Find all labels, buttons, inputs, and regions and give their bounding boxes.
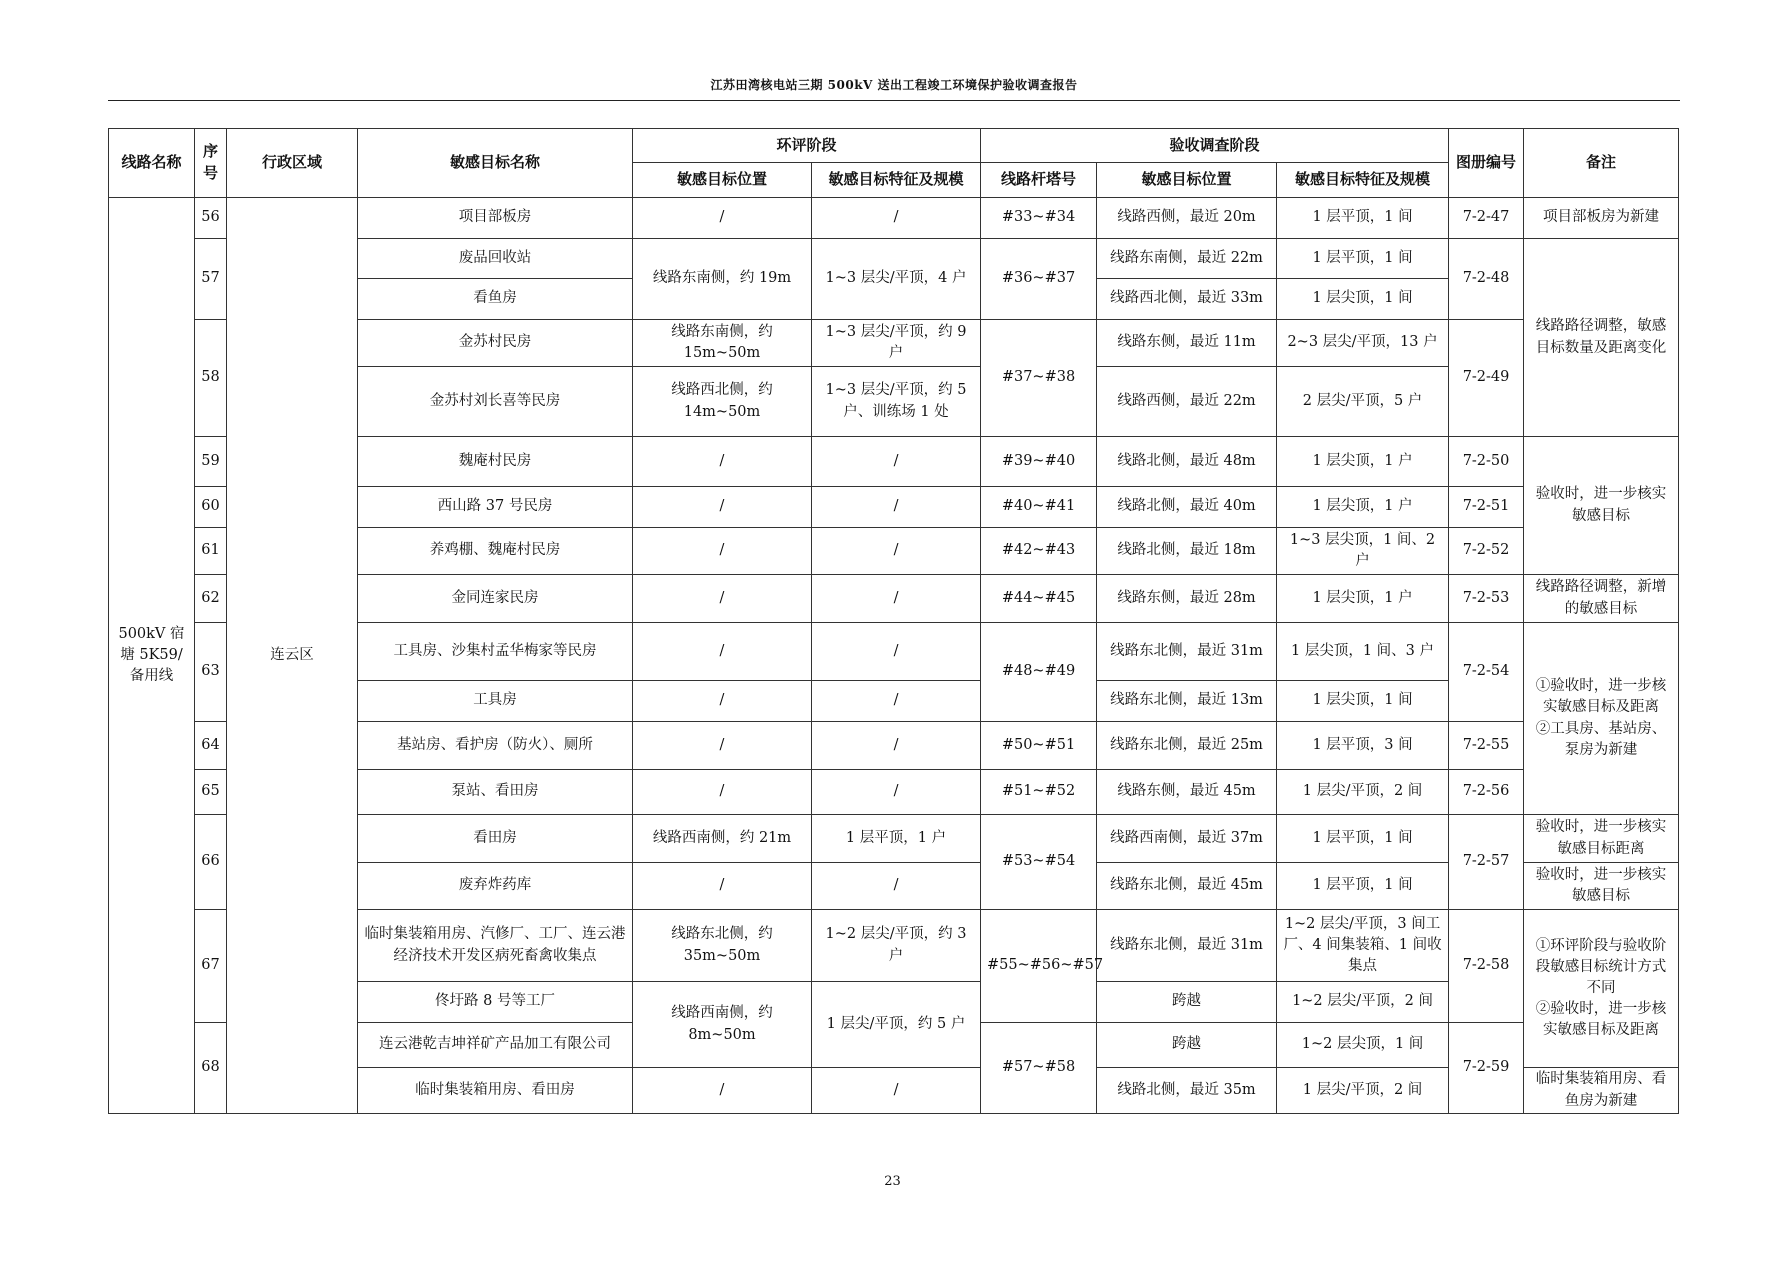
- remark-cell: 验收时，进一步核实敏感目标: [1524, 863, 1679, 910]
- acc-position-cell: 线路东侧，最近 28m: [1097, 575, 1277, 623]
- eia-feature-cell: 1~2 层尖/平顶，约 3 户: [812, 910, 981, 982]
- eia-feature-cell: /: [812, 487, 981, 528]
- acc-position-cell: 线路东侧，最近 45m: [1097, 770, 1277, 815]
- tower-cell: #55~#56~#57: [981, 910, 1097, 1023]
- eia-position-cell: /: [633, 575, 812, 623]
- tower-cell: #42~#43: [981, 528, 1097, 575]
- acc-position-cell: 线路东南侧，最近 22m: [1097, 239, 1277, 279]
- acc-position-cell: 线路东北侧，最近 31m: [1097, 910, 1277, 982]
- target-cell: 金苏村刘长喜等民房: [358, 367, 633, 437]
- eia-feature-cell: 1 层平顶，1 户: [812, 815, 981, 863]
- col-header-tower: 线路杆塔号: [981, 163, 1097, 198]
- col-header-eia-position: 敏感目标位置: [633, 163, 812, 198]
- line-name-cell: 500kV 宿塘 5K59/备用线: [109, 198, 195, 1114]
- col-group-eia: 环评阶段: [633, 129, 981, 163]
- remark-cell: ①验收时，进一步核实敏感目标及距离 ②工具房、基站房、泵房为新建: [1524, 623, 1679, 815]
- remark-cell: 项目部板房为新建: [1524, 198, 1679, 239]
- eia-feature-cell: /: [812, 528, 981, 575]
- acc-feature-cell: 1~2 层尖顶，1 间: [1277, 1023, 1449, 1068]
- tower-cell: #40~#41: [981, 487, 1097, 528]
- target-cell: 看鱼房: [358, 279, 633, 320]
- tower-cell: #48~#49: [981, 623, 1097, 722]
- figure-cell: 7-2-52: [1449, 528, 1524, 575]
- eia-position-cell: /: [633, 437, 812, 487]
- eia-position-cell: 线路西北侧，约 14m~50m: [633, 367, 812, 437]
- figure-cell: 7-2-49: [1449, 320, 1524, 437]
- target-cell: 佟圩路 8 号等工厂: [358, 982, 633, 1023]
- acc-feature-cell: 1 层尖顶，1 间、3 户: [1277, 623, 1449, 681]
- target-cell: 基站房、看护房（防火）、厕所: [358, 722, 633, 770]
- col-header-line-name: 线路名称: [109, 129, 195, 198]
- col-header-acc-feature: 敏感目标特征及规模: [1277, 163, 1449, 198]
- eia-feature-cell: /: [812, 623, 981, 681]
- target-cell: 金苏村民房: [358, 320, 633, 367]
- remark-cell: ①环评阶段与验收阶段敏感目标统计方式不同 ②验收时，进一步核实敏感目标及距离: [1524, 910, 1679, 1068]
- acc-feature-cell: 1 层尖/平顶，2 间: [1277, 770, 1449, 815]
- acc-position-cell: 线路西侧，最近 22m: [1097, 367, 1277, 437]
- eia-feature-cell: /: [812, 1068, 981, 1114]
- seq-cell: 60: [195, 487, 227, 528]
- eia-position-cell: 线路东南侧，约 15m~50m: [633, 320, 812, 367]
- figure-cell: 7-2-57: [1449, 815, 1524, 910]
- remark-cell: 临时集装箱用房、看鱼房为新建: [1524, 1068, 1679, 1114]
- target-cell: 魏庵村民房: [358, 437, 633, 487]
- tower-cell: #44~#45: [981, 575, 1097, 623]
- target-cell: 西山路 37 号民房: [358, 487, 633, 528]
- eia-feature-cell: /: [812, 198, 981, 239]
- col-header-eia-feature: 敏感目标特征及规模: [812, 163, 981, 198]
- acc-position-cell: 线路北侧，最近 48m: [1097, 437, 1277, 487]
- acc-feature-cell: 2 层尖/平顶，5 户: [1277, 367, 1449, 437]
- acc-feature-cell: 1 层尖/平顶，2 间: [1277, 1068, 1449, 1114]
- tower-cell: #39~#40: [981, 437, 1097, 487]
- tower-cell: #36~#37: [981, 239, 1097, 320]
- seq-cell: 59: [195, 437, 227, 487]
- acc-feature-cell: 1 层平顶，1 间: [1277, 239, 1449, 279]
- acc-feature-cell: 1~3 层尖顶，1 间、2 户: [1277, 528, 1449, 575]
- acc-position-cell: 线路北侧，最近 40m: [1097, 487, 1277, 528]
- eia-position-cell: /: [633, 623, 812, 681]
- target-cell: 临时集装箱用房、看田房: [358, 1068, 633, 1114]
- acc-feature-cell: 1 层平顶，1 间: [1277, 815, 1449, 863]
- remark-cell: 验收时，进一步核实敏感目标距离: [1524, 815, 1679, 863]
- eia-position-cell: /: [633, 681, 812, 722]
- eia-feature-cell: 1~3 层尖/平顶，约 5 户、训练场 1 处: [812, 367, 981, 437]
- col-header-remark: 备注: [1524, 129, 1679, 198]
- page-number: 23: [884, 1174, 901, 1189]
- figure-cell: 7-2-58: [1449, 910, 1524, 1023]
- col-header-seq: 序号: [195, 129, 227, 198]
- target-cell: 临时集装箱用房、汽修厂、工厂、连云港经济技术开发区病死畜禽收集点: [358, 910, 633, 982]
- acc-feature-cell: 1 层平顶，1 间: [1277, 863, 1449, 910]
- acc-feature-cell: 1 层尖顶，1 户: [1277, 575, 1449, 623]
- remark-cell: 线路路径调整，新增的敏感目标: [1524, 575, 1679, 623]
- acc-position-cell: 线路东侧，最近 11m: [1097, 320, 1277, 367]
- tower-cell: #50~#51: [981, 722, 1097, 770]
- seq-cell: 57: [195, 239, 227, 320]
- eia-position-cell: /: [633, 863, 812, 910]
- col-header-target: 敏感目标名称: [358, 129, 633, 198]
- acc-feature-cell: 1 层尖顶，1 户: [1277, 437, 1449, 487]
- target-cell: 项目部板房: [358, 198, 633, 239]
- acc-position-cell: 线路西侧，最近 20m: [1097, 198, 1277, 239]
- eia-position-cell: /: [633, 722, 812, 770]
- acc-feature-cell: 1 层平顶，3 间: [1277, 722, 1449, 770]
- seq-cell: 67: [195, 910, 227, 1023]
- eia-position-cell: 线路东北侧，约 35m~50m: [633, 910, 812, 982]
- tower-cell: #51~#52: [981, 770, 1097, 815]
- seq-cell: 61: [195, 528, 227, 575]
- target-cell: 连云港乾吉坤祥矿产品加工有限公司: [358, 1023, 633, 1068]
- sensitive-targets-table: [108, 128, 1679, 1114]
- col-header-figure: 图册编号: [1449, 129, 1524, 198]
- table-row: [109, 198, 1679, 239]
- eia-position-cell: 线路西南侧，约 8m~50m: [633, 982, 812, 1068]
- acc-feature-cell: 1 层尖顶，1 户: [1277, 487, 1449, 528]
- seq-cell: 62: [195, 575, 227, 623]
- seq-cell: 56: [195, 198, 227, 239]
- figure-cell: 7-2-50: [1449, 437, 1524, 487]
- target-cell: 泵站、看田房: [358, 770, 633, 815]
- eia-feature-cell: /: [812, 863, 981, 910]
- tower-cell: #33~#34: [981, 198, 1097, 239]
- figure-cell: 7-2-47: [1449, 198, 1524, 239]
- target-cell: 看田房: [358, 815, 633, 863]
- eia-position-cell: 线路东南侧，约 19m: [633, 239, 812, 320]
- tower-cell: #37~#38: [981, 320, 1097, 437]
- figure-cell: 7-2-55: [1449, 722, 1524, 770]
- figure-cell: 7-2-53: [1449, 575, 1524, 623]
- seq-cell: 66: [195, 815, 227, 910]
- header-divider: [108, 100, 1680, 101]
- acc-feature-cell: 1~2 层尖/平顶，2 间: [1277, 982, 1449, 1023]
- report-header: 江苏田湾核电站三期 500kV 送出工程竣工环境保护验收调查报告: [710, 78, 1078, 92]
- acc-feature-cell: 1 层尖顶，1 间: [1277, 279, 1449, 320]
- acc-position-cell: 线路北侧，最近 18m: [1097, 528, 1277, 575]
- acc-position-cell: 线路西北侧，最近 33m: [1097, 279, 1277, 320]
- eia-feature-cell: 1~3 层尖/平顶，4 户: [812, 239, 981, 320]
- figure-cell: 7-2-51: [1449, 487, 1524, 528]
- col-header-region: 行政区域: [227, 129, 358, 198]
- remark-cell: 验收时，进一步核实敏感目标: [1524, 437, 1679, 575]
- figure-cell: 7-2-54: [1449, 623, 1524, 722]
- eia-position-cell: /: [633, 770, 812, 815]
- col-header-acc-position: 敏感目标位置: [1097, 163, 1277, 198]
- acc-feature-cell: 2~3 层尖/平顶，13 户: [1277, 320, 1449, 367]
- target-cell: 工具房: [358, 681, 633, 722]
- eia-feature-cell: 1 层尖/平顶，约 5 户: [812, 982, 981, 1068]
- acc-feature-cell: 1 层尖顶，1 间: [1277, 681, 1449, 722]
- acc-feature-cell: 1~2 层尖/平顶，3 间工厂、4 间集装箱、1 间收集点: [1277, 910, 1449, 982]
- remark-cell: 线路路径调整，敏感目标数量及距离变化: [1524, 239, 1679, 437]
- eia-feature-cell: /: [812, 437, 981, 487]
- seq-cell: 68: [195, 1023, 227, 1114]
- eia-feature-cell: /: [812, 575, 981, 623]
- eia-position-cell: 线路西南侧，约 21m: [633, 815, 812, 863]
- eia-position-cell: /: [633, 198, 812, 239]
- eia-feature-cell: /: [812, 770, 981, 815]
- acc-position-cell: 线路东北侧，最近 31m: [1097, 623, 1277, 681]
- acc-feature-cell: 1 层平顶，1 间: [1277, 198, 1449, 239]
- figure-cell: 7-2-56: [1449, 770, 1524, 815]
- eia-feature-cell: 1~3 层尖/平顶，约 9 户: [812, 320, 981, 367]
- target-cell: 废品回收站: [358, 239, 633, 279]
- eia-position-cell: /: [633, 528, 812, 575]
- acc-position-cell: 线路西南侧，最近 37m: [1097, 815, 1277, 863]
- target-cell: 工具房、沙集村孟华梅家等民房: [358, 623, 633, 681]
- seq-cell: 63: [195, 623, 227, 722]
- eia-feature-cell: /: [812, 681, 981, 722]
- seq-cell: 64: [195, 722, 227, 770]
- acc-position-cell: 跨越: [1097, 982, 1277, 1023]
- tower-cell: #57~#58: [981, 1023, 1097, 1114]
- region-cell: 连云区: [227, 198, 358, 1114]
- figure-cell: 7-2-48: [1449, 239, 1524, 320]
- acc-position-cell: 线路东北侧，最近 45m: [1097, 863, 1277, 910]
- target-cell: 养鸡棚、魏庵村民房: [358, 528, 633, 575]
- acc-position-cell: 跨越: [1097, 1023, 1277, 1068]
- target-cell: 废弃炸药库: [358, 863, 633, 910]
- eia-position-cell: /: [633, 487, 812, 528]
- acc-position-cell: 线路东北侧，最近 13m: [1097, 681, 1277, 722]
- target-cell: 金同连家民房: [358, 575, 633, 623]
- figure-cell: 7-2-59: [1449, 1023, 1524, 1114]
- seq-cell: 65: [195, 770, 227, 815]
- eia-position-cell: /: [633, 1068, 812, 1114]
- seq-cell: 58: [195, 320, 227, 437]
- acc-position-cell: 线路东北侧，最近 25m: [1097, 722, 1277, 770]
- tower-cell: #53~#54: [981, 815, 1097, 910]
- eia-feature-cell: /: [812, 722, 981, 770]
- col-group-acceptance: 验收调查阶段: [981, 129, 1449, 163]
- acc-position-cell: 线路北侧，最近 35m: [1097, 1068, 1277, 1114]
